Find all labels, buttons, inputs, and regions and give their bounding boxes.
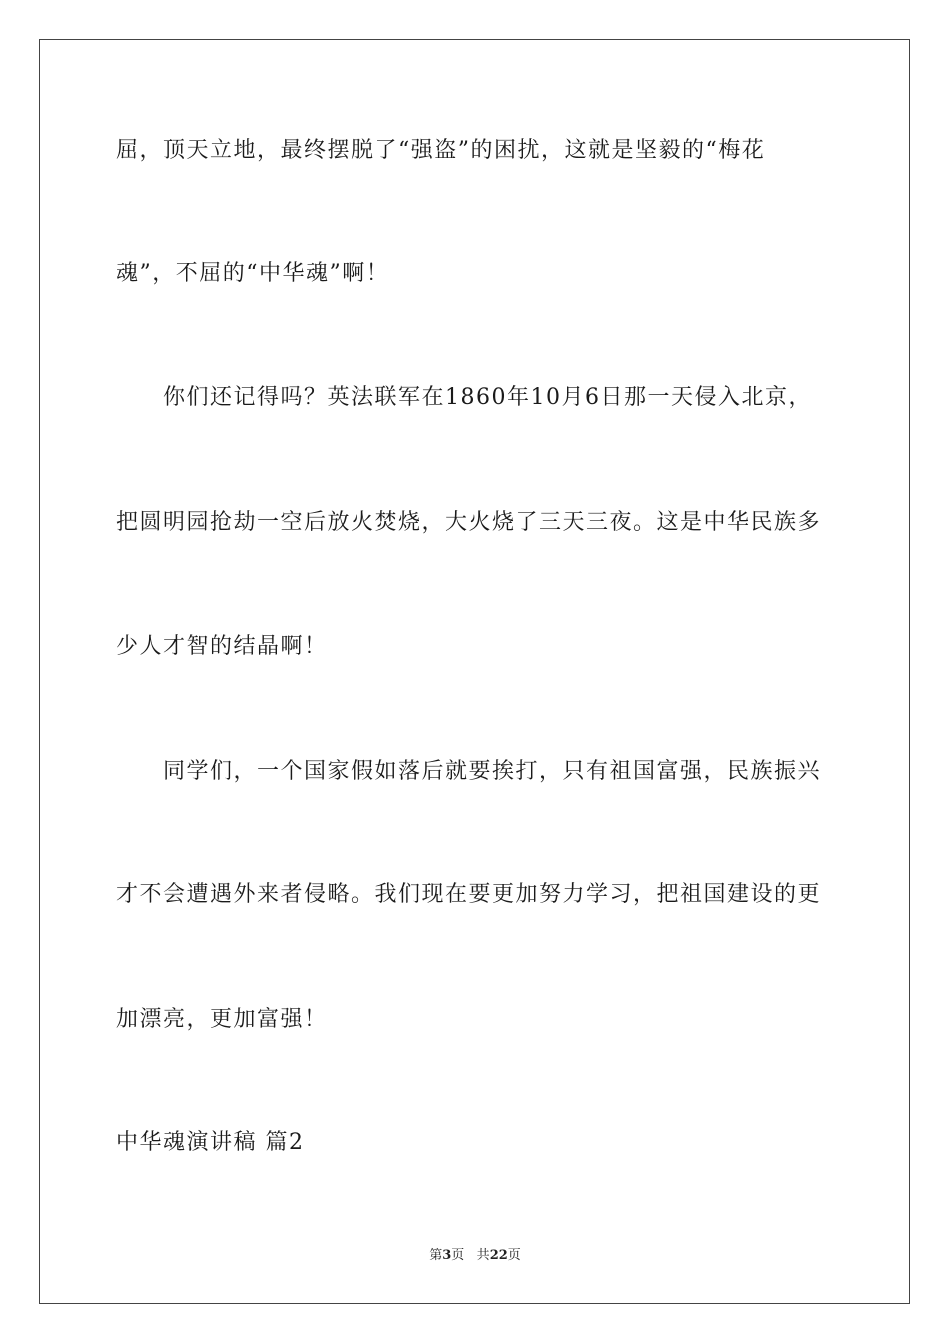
body-text-line: 魂”，不屈的“中华魂”啊！ xyxy=(116,261,390,286)
section-heading: 中华魂演讲稿 篇2 xyxy=(116,1130,305,1155)
body-text-line: 把圆明园抢劫一空后放火焚烧，大火烧了三天三夜。这是中华民族多 xyxy=(116,510,822,535)
body-text-line: 少人才智的结晶啊！ xyxy=(116,634,328,659)
page-label-prefix: 第 xyxy=(429,1248,443,1263)
body-text-line: 屈，顶天立地，最终摆脱了“强盗”的困扰，这就是坚毅的“梅花 xyxy=(116,138,766,163)
body-text-line: 才不会遭遇外来者侵略。我们现在要更加努力学习，把祖国建设的更 xyxy=(116,882,822,907)
total-page-count: 22 xyxy=(489,1248,508,1263)
body-text-line: 加漂亮，更加富强！ xyxy=(116,1007,328,1032)
paragraph-start-line: 同学们，一个国家假如落后就要挨打，只有祖国富强，民族振兴 xyxy=(163,759,822,784)
total-label-prefix: 共 xyxy=(476,1248,490,1263)
page-label-suffix: 页 xyxy=(451,1248,465,1263)
current-page-number: 3 xyxy=(442,1248,452,1263)
page-footer xyxy=(0,1247,950,1265)
total-label-suffix: 页 xyxy=(507,1248,521,1263)
page-border xyxy=(39,39,910,1304)
paragraph-start-line: 你们还记得吗？英法联军在1860年10月6日那一天侵入北京， xyxy=(163,385,812,410)
